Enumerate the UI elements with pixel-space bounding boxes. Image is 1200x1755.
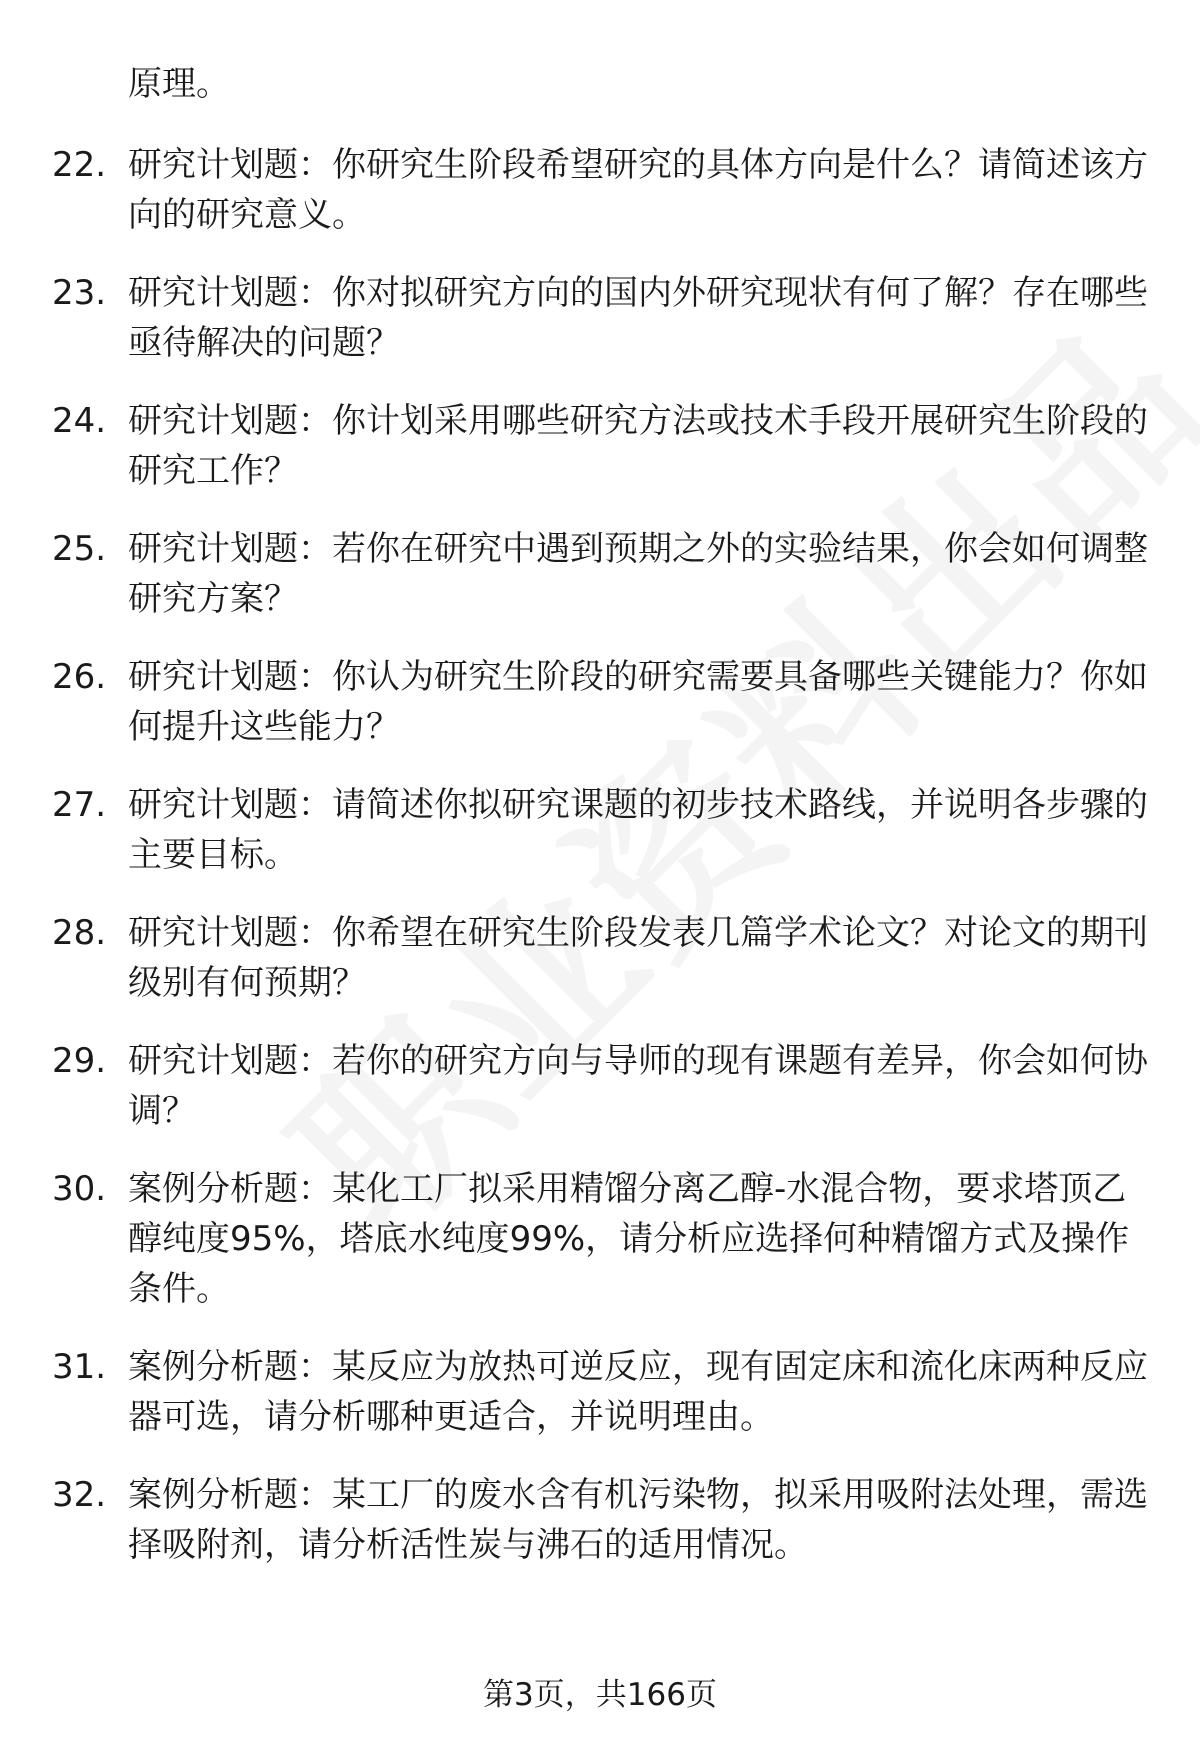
question-text: 研究计划题：你计划采用哪些研究方法或技术手段开展研究生阶段的研究工作？	[128, 401, 1148, 491]
question-number: 26.	[52, 657, 107, 697]
question-item	[0, 1342, 1200, 1442]
question-number: 22.	[52, 145, 107, 185]
question-number: 29.	[52, 1041, 107, 1081]
question-item	[0, 524, 1200, 624]
question-item	[0, 908, 1200, 1008]
question-item	[0, 396, 1200, 496]
question-text: 研究计划题：你对拟研究方向的国内外研究现状有何了解？存在哪些亟待解决的问题？	[128, 273, 1148, 363]
question-number: 28.	[52, 913, 107, 953]
question-number: 30.	[52, 1169, 107, 1209]
question-text: 研究计划题：你希望在研究生阶段发表几篇学术论文？对论文的期刊级别有何预期？	[128, 913, 1148, 1003]
question-number: 25.	[52, 529, 107, 569]
question-text: 研究计划题：若你的研究方向与导师的现有课题有差异，你会如何协调？	[128, 1041, 1148, 1131]
question-text: 案例分析题：某工厂的废水含有机污染物，拟采用吸附法处理，需选择吸附剂，请分析活性炭与沸石的适用情况。	[128, 1475, 1148, 1565]
question-item	[0, 268, 1200, 368]
question-item	[0, 1164, 1200, 1314]
question-text: 研究计划题：若你在研究中遇到预期之外的实验结果，你会如何调整研究方案？	[128, 529, 1148, 619]
page-footer: 第3页，共166页	[483, 1677, 717, 1713]
question-number: 32.	[52, 1475, 107, 1515]
question-number: 31.	[52, 1347, 107, 1387]
question-item	[0, 140, 1200, 240]
question-text: 研究计划题：你研究生阶段希望研究的具体方向是什么？请简述该方向的研究意义。	[128, 145, 1148, 235]
question-number: 24.	[52, 401, 107, 441]
question-item	[0, 1036, 1200, 1136]
question-text: 案例分析题：某化工厂拟采用精馏分离乙醇-水混合物，要求塔顶乙醇纯度95%，塔底水纯度99%，请分析应选择何种精馏方式及操作条件。	[128, 1169, 1130, 1309]
question-item	[0, 1470, 1200, 1570]
question-text: 研究计划题：你认为研究生阶段的研究需要具备哪些关键能力？你如何提升这些能力？	[128, 657, 1148, 747]
question-list	[0, 140, 1200, 1598]
question-text: 案例分析题：某反应为放热可逆反应，现有固定床和流化床两种反应器可选，请分析哪种更适合，并说明理由。	[128, 1347, 1148, 1437]
question-item	[0, 780, 1200, 880]
question-text: 研究计划题：请简述你拟研究课题的初步技术路线，并说明各步骤的主要目标。	[128, 785, 1148, 875]
question-number: 27.	[52, 785, 107, 825]
continuation-text: 原理。	[128, 64, 230, 104]
question-item	[0, 652, 1200, 752]
question-number: 23.	[52, 273, 107, 313]
